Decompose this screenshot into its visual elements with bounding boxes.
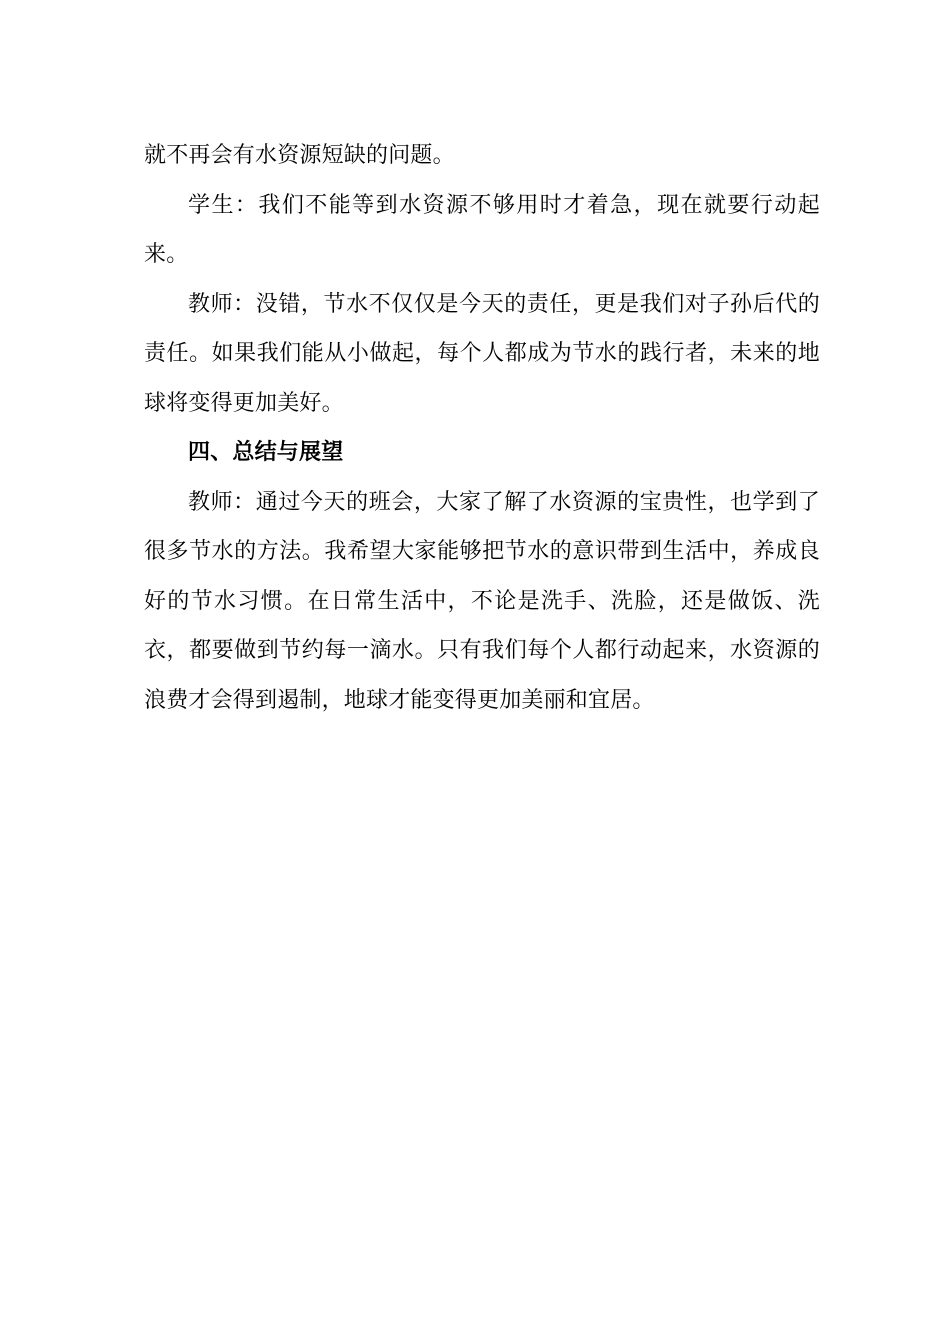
continuation-paragraph: 就不再会有水资源短缺的问题。: [144, 143, 455, 168]
section-heading: 四、总结与展望: [188, 440, 344, 465]
summary-paragraph: 教师：通过今天的班会，大家了解了水资源的宝贵性，也学到了很多节水的方法。我希望大家能够把节水的意识带到生活中，养成良好的节水习惯。在日常生活中，不论是洗手、洗脸，还是做饭、洗衣，都要做到节约每一滴水。只有我们每个人都行动起来，水资源的浪费才会得到遏制，地球才能变得更加美丽和宜居。: [144, 489, 820, 713]
document-body: [144, 131, 820, 725]
student-dialogue-paragraph: 学生：我们不能等到水资源不够用时才着急，现在就要行动起来。: [144, 192, 820, 267]
teacher-dialogue-paragraph: 教师：没错，节水不仅仅是今天的责任，更是我们对子孙后代的责任。如果我们能从小做起，每个人都成为节水的践行者，未来的地球将变得更加美好。: [144, 291, 820, 416]
